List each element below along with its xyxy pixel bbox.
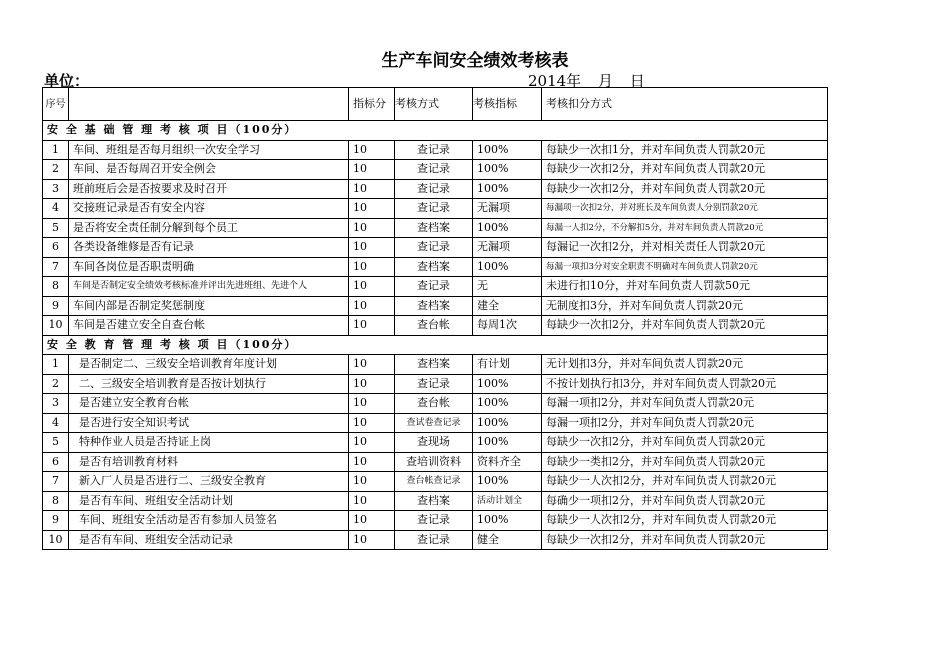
unit-label: 单位： bbox=[44, 72, 90, 90]
row-item: 是否建立安全教育台帐 bbox=[69, 394, 349, 414]
row-method: 查记录 bbox=[395, 530, 473, 550]
row-method: 查现场 bbox=[395, 433, 473, 453]
table-row bbox=[43, 316, 828, 336]
row-indicator: 无漏项 bbox=[473, 199, 542, 219]
row-score: 10 bbox=[349, 257, 395, 277]
row-no: 4 bbox=[43, 413, 69, 433]
row-item: 是否将安全责任制分解到每个员工 bbox=[69, 218, 349, 238]
row-deduction: 每缺少一次扣2分，并对车间负责人罚款20元 bbox=[542, 316, 828, 336]
row-no: 8 bbox=[43, 491, 69, 511]
table-row bbox=[43, 413, 828, 433]
row-deduction: 每漏一项扣2分，并对车间负责人罚款20元 bbox=[542, 413, 828, 433]
row-indicator: 100% bbox=[473, 374, 542, 394]
row-indicator: 建全 bbox=[473, 296, 542, 316]
row-score: 10 bbox=[349, 199, 395, 219]
row-method: 查档案 bbox=[395, 296, 473, 316]
row-indicator: 100% bbox=[473, 394, 542, 414]
row-indicator: 健全 bbox=[473, 530, 542, 550]
row-method: 查档案 bbox=[395, 257, 473, 277]
row-no: 7 bbox=[43, 472, 69, 492]
section-title: 安 全 基 础 管 理 考 核 项 目（100分） bbox=[43, 121, 828, 141]
row-item: 是否有培训教育材料 bbox=[69, 452, 349, 472]
row-score: 10 bbox=[349, 355, 395, 375]
row-method: 查档案 bbox=[395, 218, 473, 238]
table-row bbox=[43, 491, 828, 511]
row-item: 交接班记录是否有安全内容 bbox=[69, 199, 349, 219]
row-deduction: 每确少一项扣2分，并对车间负责人罚款20元 bbox=[542, 491, 828, 511]
section-header bbox=[43, 335, 828, 355]
row-item: 车间、是否每周召开安全例会 bbox=[69, 160, 349, 180]
row-item: 是否制定二、三级安全培训教育年度计划 bbox=[69, 355, 349, 375]
row-score: 10 bbox=[349, 433, 395, 453]
table-row bbox=[43, 179, 828, 199]
table-row bbox=[43, 199, 828, 219]
row-no: 4 bbox=[43, 199, 69, 219]
row-deduction: 无计划扣3分，并对车间负责人罚款20元 bbox=[542, 355, 828, 375]
row-no: 7 bbox=[43, 257, 69, 277]
row-indicator: 资料齐全 bbox=[473, 452, 542, 472]
page-title: 生产车间安全绩效考核表 bbox=[381, 51, 569, 71]
row-method: 查记录 bbox=[395, 199, 473, 219]
row-score: 10 bbox=[349, 179, 395, 199]
row-indicator: 100% bbox=[473, 140, 542, 160]
row-deduction: 每漏一项扣2分，并对车间负责人罚款20元 bbox=[542, 394, 828, 414]
row-method: 查记录 bbox=[395, 140, 473, 160]
row-score: 10 bbox=[349, 160, 395, 180]
row-score: 10 bbox=[349, 413, 395, 433]
row-score: 10 bbox=[349, 452, 395, 472]
row-method: 查试卷查记录 bbox=[395, 413, 473, 433]
table-row bbox=[43, 238, 828, 258]
row-method: 查台帐 bbox=[395, 316, 473, 336]
row-no: 3 bbox=[43, 179, 69, 199]
table-row bbox=[43, 296, 828, 316]
row-score: 10 bbox=[349, 472, 395, 492]
row-indicator: 无 bbox=[473, 277, 542, 297]
row-no: 2 bbox=[43, 160, 69, 180]
row-deduction: 每漏一项扣3分对安全职责不明确对车间负责人罚款20元 bbox=[542, 257, 828, 277]
row-deduction: 每缺少一次扣2分，并对车间负责人罚款20元 bbox=[542, 160, 828, 180]
row-item: 各类设备维修是否有记录 bbox=[69, 238, 349, 258]
row-deduction: 每漏记一次扣2分，并对相关责任人罚款20元 bbox=[542, 238, 828, 258]
row-item: 车间、班组是否每月组织一次安全学习 bbox=[69, 140, 349, 160]
row-score: 10 bbox=[349, 511, 395, 531]
row-method: 查台帐查记录 bbox=[395, 472, 473, 492]
row-no: 3 bbox=[43, 394, 69, 414]
row-method: 查记录 bbox=[395, 238, 473, 258]
row-score: 10 bbox=[349, 374, 395, 394]
row-method: 查培训资料 bbox=[395, 452, 473, 472]
row-item: 班前班后会是否按要求及时召开 bbox=[69, 179, 349, 199]
row-method: 查记录 bbox=[395, 511, 473, 531]
header-score: 指标分 bbox=[349, 88, 395, 121]
row-no: 8 bbox=[43, 277, 69, 297]
row-no: 9 bbox=[43, 511, 69, 531]
section-title: 安 全 教 育 管 理 考 核 项 目（100分） bbox=[43, 335, 828, 355]
row-indicator: 100% bbox=[473, 218, 542, 238]
table-row bbox=[43, 160, 828, 180]
row-no: 1 bbox=[43, 140, 69, 160]
row-method: 查记录 bbox=[395, 277, 473, 297]
table-row bbox=[43, 355, 828, 375]
row-method: 查记录 bbox=[395, 160, 473, 180]
row-indicator: 100% bbox=[473, 179, 542, 199]
row-item: 二、三级安全培训教育是否按计划执行 bbox=[69, 374, 349, 394]
table-row bbox=[43, 140, 828, 160]
row-score: 10 bbox=[349, 277, 395, 297]
row-score: 10 bbox=[349, 394, 395, 414]
row-item: 新入厂人员是否进行二、三级安全教育 bbox=[69, 472, 349, 492]
row-deduction: 每缺少一次扣2分，并对车间负责人罚款20元 bbox=[542, 433, 828, 453]
row-no: 6 bbox=[43, 238, 69, 258]
table-row bbox=[43, 472, 828, 492]
table-row bbox=[43, 433, 828, 453]
table-row bbox=[43, 530, 828, 550]
row-item: 是否进行安全知识考试 bbox=[69, 413, 349, 433]
table-row bbox=[43, 218, 828, 238]
row-indicator: 100% bbox=[473, 160, 542, 180]
table-row bbox=[43, 257, 828, 277]
row-indicator: 100% bbox=[473, 433, 542, 453]
row-indicator: 每周1次 bbox=[473, 316, 542, 336]
table-row bbox=[43, 277, 828, 297]
row-score: 10 bbox=[349, 316, 395, 336]
row-score: 10 bbox=[349, 140, 395, 160]
row-indicator: 100% bbox=[473, 511, 542, 531]
row-indicator: 无漏项 bbox=[473, 238, 542, 258]
row-score: 10 bbox=[349, 238, 395, 258]
header-no: 序号 bbox=[43, 88, 69, 121]
row-deduction: 每漏一人扣2分，不分解扣5分，并对车间负责人罚款20元 bbox=[542, 218, 828, 238]
row-indicator: 100% bbox=[473, 413, 542, 433]
row-no: 2 bbox=[43, 374, 69, 394]
row-no: 10 bbox=[43, 316, 69, 336]
row-method: 查记录 bbox=[395, 179, 473, 199]
row-deduction: 每漏项一次扣2分，并对班长及车间负责人分别罚款20元 bbox=[542, 199, 828, 219]
row-indicator: 有计划 bbox=[473, 355, 542, 375]
row-score: 10 bbox=[349, 491, 395, 511]
row-item: 车间是否制定安全绩效考核标准并评出先进班组、先进个人 bbox=[69, 277, 349, 297]
row-item: 车间是否建立安全自查台帐 bbox=[69, 316, 349, 336]
row-item: 特种作业人员是否持证上岗 bbox=[69, 433, 349, 453]
row-deduction: 不按计划执行扣3分，并对车间负责人罚款20元 bbox=[542, 374, 828, 394]
table-row bbox=[43, 394, 828, 414]
header-method: 考核方式 bbox=[395, 88, 473, 121]
row-method: 查记录 bbox=[395, 374, 473, 394]
row-no: 5 bbox=[43, 433, 69, 453]
row-deduction: 每缺少一类扣2分，并对车间负责人罚款20元 bbox=[542, 452, 828, 472]
row-indicator: 活动计划全 bbox=[473, 491, 542, 511]
row-score: 10 bbox=[349, 530, 395, 550]
row-deduction: 每缺少一人次扣2分，并对车间负责人罚款20元 bbox=[542, 472, 828, 492]
row-no: 10 bbox=[43, 530, 69, 550]
header-indicator: 考核指标 bbox=[473, 88, 542, 121]
row-deduction: 每缺少一次扣2分，并对车间负责人罚款20元 bbox=[542, 179, 828, 199]
row-method: 查台帐 bbox=[395, 394, 473, 414]
row-item: 车间各岗位是否职责明确 bbox=[69, 257, 349, 277]
row-deduction: 每缺少一次扣2分，并对车间负责人罚款20元 bbox=[542, 530, 828, 550]
row-no: 6 bbox=[43, 452, 69, 472]
row-score: 10 bbox=[349, 296, 395, 316]
row-indicator: 100% bbox=[473, 472, 542, 492]
row-method: 查档案 bbox=[395, 491, 473, 511]
header-deduction: 考核扣分方式 bbox=[542, 88, 828, 121]
assessment-table bbox=[42, 87, 828, 550]
row-no: 5 bbox=[43, 218, 69, 238]
row-deduction: 每缺少一次扣1分，并对车间负责人罚款20元 bbox=[542, 140, 828, 160]
row-deduction: 每缺少一人次扣2分，并对车间负责人罚款20元 bbox=[542, 511, 828, 531]
row-deduction: 无制度扣3分，并对车间负责人罚款20元 bbox=[542, 296, 828, 316]
row-no: 9 bbox=[43, 296, 69, 316]
table-header-row bbox=[43, 88, 828, 121]
row-score: 10 bbox=[349, 218, 395, 238]
row-no: 1 bbox=[43, 355, 69, 375]
date-label: 2014年 月 日 bbox=[528, 72, 645, 90]
row-item: 是否有车间、班组安全活动计划 bbox=[69, 491, 349, 511]
row-item: 车间内部是否制定奖惩制度 bbox=[69, 296, 349, 316]
header-item bbox=[69, 88, 349, 121]
row-item: 车间、班组安全活动是否有参加人员签名 bbox=[69, 511, 349, 531]
table-row bbox=[43, 511, 828, 531]
row-item: 是否有车间、班组安全活动记录 bbox=[69, 530, 349, 550]
row-deduction: 未进行扣10分，并对车间负责人罚款50元 bbox=[542, 277, 828, 297]
table-row bbox=[43, 452, 828, 472]
section-header bbox=[43, 121, 828, 141]
table-row bbox=[43, 374, 828, 394]
row-method: 查档案 bbox=[395, 355, 473, 375]
row-indicator: 100% bbox=[473, 257, 542, 277]
